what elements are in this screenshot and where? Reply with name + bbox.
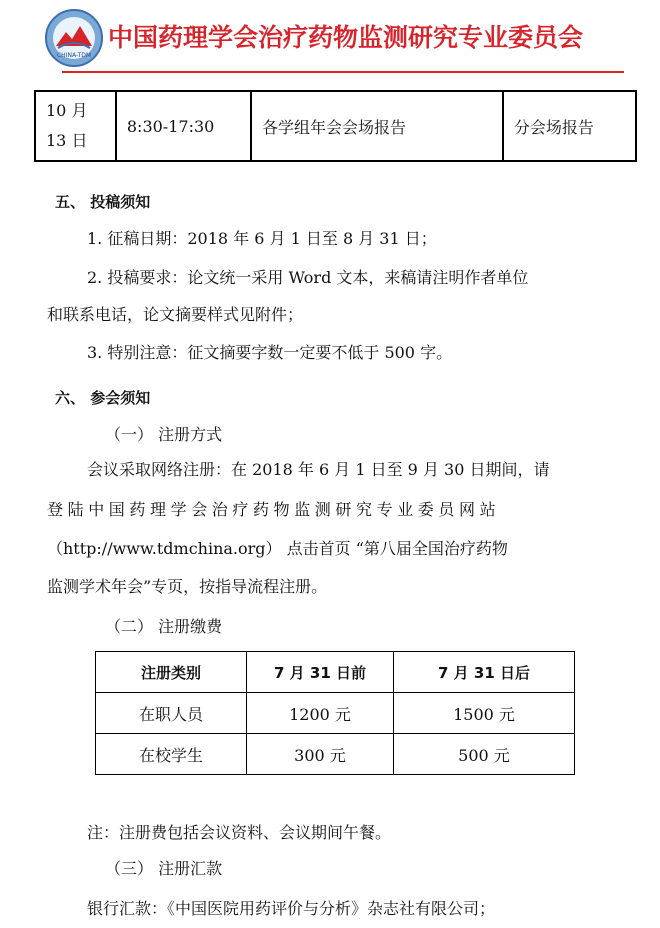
section-five-heading: 五、 投稿须知 [55, 193, 151, 211]
letterhead-title: 中国药理学会治疗药物监测研究专业委员会 [108, 23, 584, 52]
submission-item-2-line1: 2. 投稿要求：论文统一采用 Word 文本，来稿请注明作者单位 [87, 268, 529, 287]
logo-label: CHINA-TDM [56, 52, 92, 59]
fee-category: 在校学生 [96, 734, 247, 775]
fee-note: 注：注册费包括会议资料、会议期间午餐。 [87, 823, 392, 842]
fee-header-after: 7 月 31 日后 [394, 652, 575, 693]
registration-para-line1: 会议采取网络注册：在 2018 年 6 月 1 日至 9 月 30 日期间，请 [87, 460, 550, 479]
fee-category: 在职人员 [96, 693, 247, 734]
society-logo-icon [44, 8, 104, 68]
letterhead [0, 0, 660, 80]
fee-before: 300 元 [247, 734, 394, 775]
section-six-heading: 六、 参会须知 [55, 389, 151, 407]
registration-para-line3: （http://www.tdmchina.org） 点击首页 “第八届全国治疗药物 [47, 539, 508, 558]
fee-header-before: 7 月 31 日前 [247, 652, 394, 693]
schedule-time: 8:30-17:30 [116, 91, 251, 161]
registration-fee-heading: （二） 注册缴费 [105, 617, 223, 636]
schedule-venue: 分会场报告 [503, 91, 636, 161]
table-row [35, 91, 636, 161]
schedule-date-day: 13 日 [46, 131, 88, 150]
remittance-heading: （三） 注册汇款 [105, 859, 223, 878]
fee-before: 1200 元 [247, 693, 394, 734]
table-row [96, 734, 575, 775]
submission-item-1: 1. 征稿日期：2018 年 6 月 1 日至 8 月 31 日； [87, 229, 437, 248]
schedule-date-month: 10 月 [46, 101, 88, 120]
registration-method-heading: （一） 注册方式 [105, 425, 223, 444]
fee-after: 1500 元 [394, 693, 575, 734]
schedule-table [34, 90, 637, 162]
fee-after: 500 元 [394, 734, 575, 775]
table-row [96, 693, 575, 734]
registration-para-line2: 登陆中国药理学会治疗药物监测研究专业委员网站 [47, 500, 501, 519]
schedule-event: 各学组年会会场报告 [251, 91, 503, 161]
submission-item-2-line2: 和联系电话，论文摘要样式见附件； [47, 305, 304, 324]
bank-remittance-line: 银行汇款：《中国医院用药评价与分析》杂志社有限公司； [87, 899, 496, 918]
fee-table [95, 651, 575, 775]
schedule-date-cell [35, 91, 116, 161]
fee-header-category: 注册类别 [96, 652, 247, 693]
letterhead-rule [62, 71, 624, 73]
registration-para-line4: 监测学术年会”专页，按指导流程注册。 [47, 577, 328, 596]
submission-item-3: 3. 特别注意：征文摘要字数一定要不低于 500 字。 [87, 343, 453, 362]
table-header-row [96, 652, 575, 693]
